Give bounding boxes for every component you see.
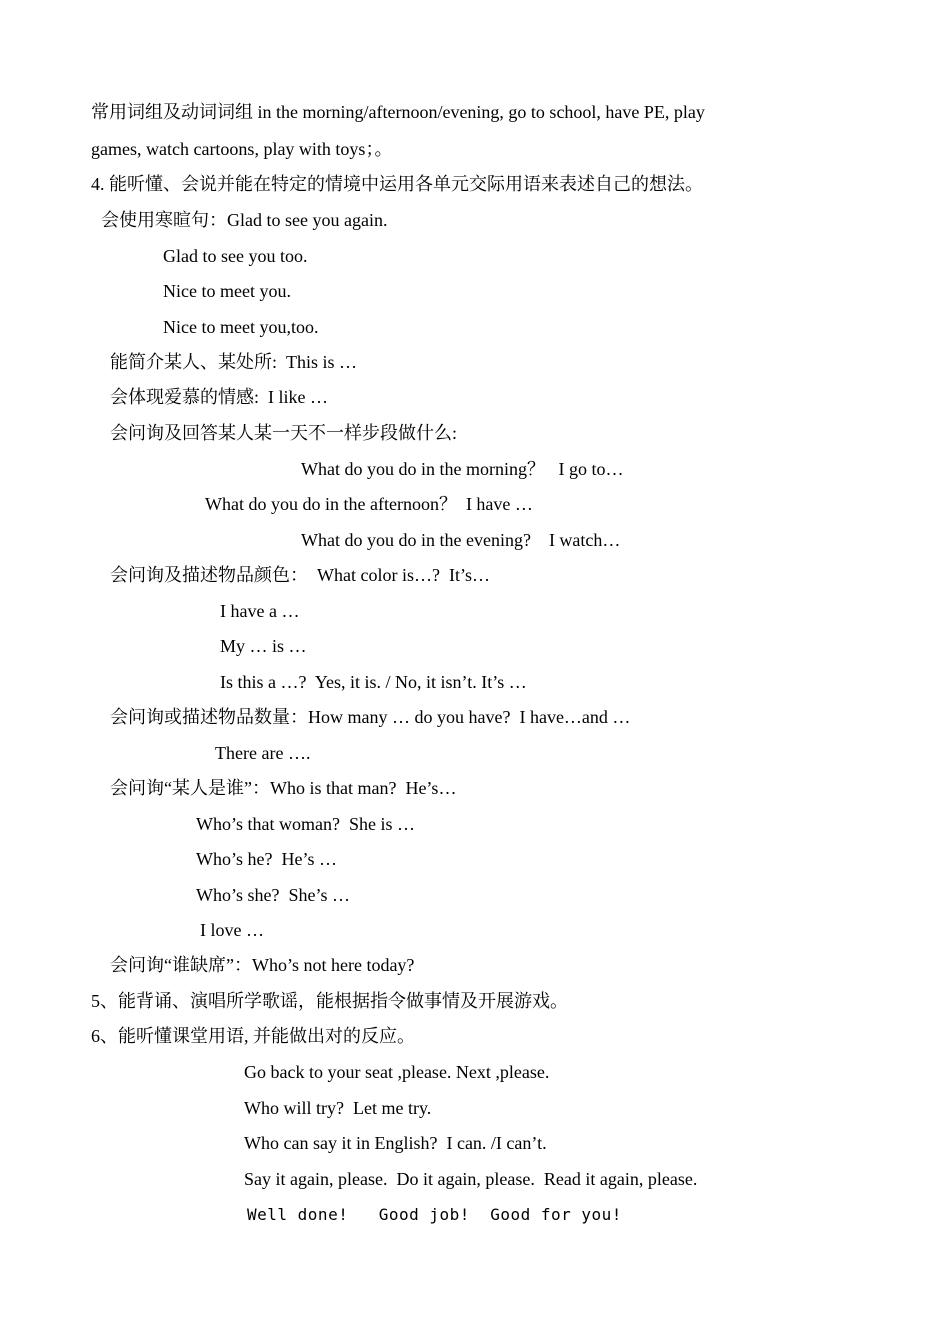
text-line-woman: Who’s that woman? She is … [196,814,415,834]
text-line-say-again: Say it again, please. Do it again, please. Read it again, please. [244,1169,698,1189]
text-line-nice-to-meet-too: Nice to meet you,too. [163,317,319,337]
text-line-glad-too: Glad to see you too. [163,246,308,266]
text-line-colors: 会问询及描述物品颜色： What color is…? It’s… [110,565,490,585]
text-line-morning: What do you do in the morning？ I go to… [301,459,624,479]
text-line-who-is: 会问询“某人是谁”：Who is that man? He’s… [110,778,457,798]
text-line-well-done: Well done! Good job! Good for you! [247,1205,622,1224]
text-line-afternoon: What do you do in the afternoon？ I have … [205,494,533,514]
text-line-evening: What do you do in the evening? I watch… [301,530,621,550]
text-line-my-is: My … is … [220,636,307,656]
text-line-item-6: 6、能听懂课堂用语, 并能做出对的反应。 [91,1026,415,1046]
text-line-there-are: There are …. [215,743,311,763]
text-line-daily-activities: 会问询及回答某人某一天不一样步段做什么: [110,423,457,443]
text-line-item-5: 5、能背诵、演唱所学歌谣，能根据指令做事情及开展游戏。 [91,991,568,1011]
text-line-nice-to-meet: Nice to meet you. [163,281,291,301]
text-line-is-this-a: Is this a …? Yes, it is. / No, it isn’t. It’s … [220,672,527,692]
text-line-whos-he: Who’s he? He’s … [196,849,337,869]
text-line-i-have-a: I have a … [220,601,300,621]
text-line-vocabulary-phrases: 常用词组及动词词组 in the morning/afternoon/evening, go to school, have PE, play [91,102,705,122]
text-line-greetings: 会使用寒暄句：Glad to see you again. [101,210,388,230]
text-line-go-back: Go back to your seat ,please. Next ,please. [244,1062,550,1082]
text-line-introduce: 能简介某人、某处所: This is … [110,352,358,372]
text-line-who-will-try: Who will try? Let me try. [244,1098,432,1118]
text-line-absent: 会问询“谁缺席”：Who’s not here today? [110,955,415,975]
text-line-vocabulary-phrases-cont: games, watch cartoons, play with toys；。 [91,139,393,159]
text-line-whos-she: Who’s she? She’s … [196,885,350,905]
text-line-quantity: 会问询或描述物品数量：How many … do you have? I have…and … [110,707,631,727]
text-line-say-in-english: Who can say it in English? I can. /I can’t. [244,1133,547,1153]
text-line-item-4: 4. 能听懂、会说并能在特定的情境中运用各单元交际用语来表述自己的想法。 [91,174,703,194]
text-line-like: 会体现爱慕的情感: I like … [110,387,328,407]
text-line-i-love: I love … [200,920,264,940]
